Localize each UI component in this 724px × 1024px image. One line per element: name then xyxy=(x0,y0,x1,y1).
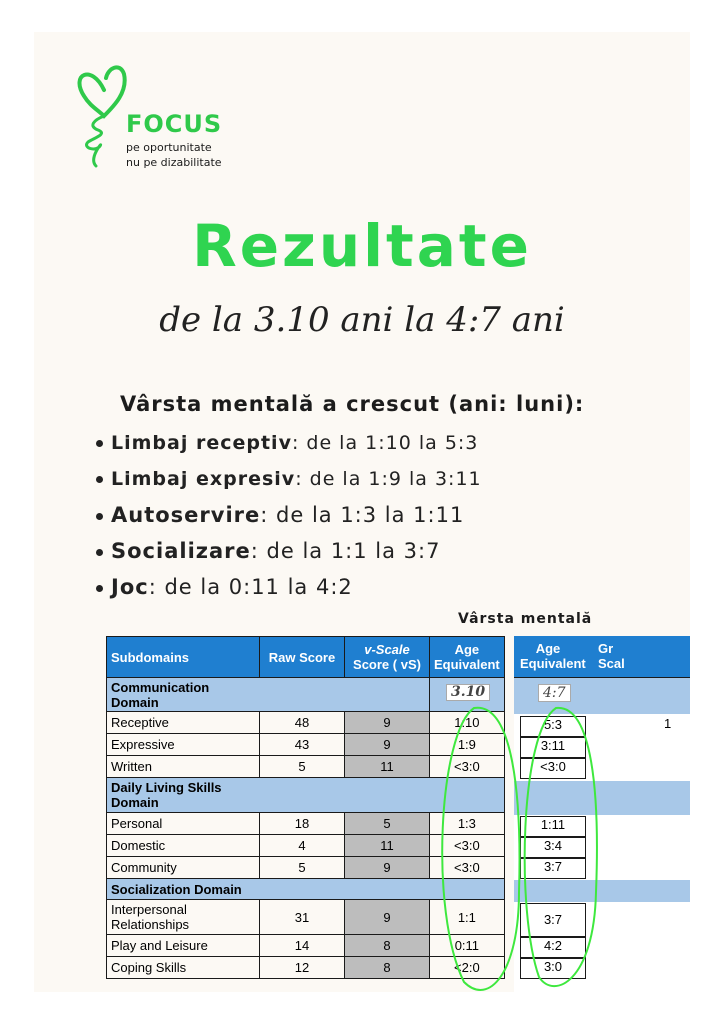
cell-age: 1:1 xyxy=(430,900,505,935)
section-name-line1: Daily Living Skills xyxy=(111,780,222,795)
header-vscale-line2: Score ( vS) xyxy=(353,657,421,672)
cell-age: 1:3 xyxy=(430,813,505,835)
cell-raw: 14 xyxy=(260,935,345,957)
logo-tagline-2: nu pe dizabilitate xyxy=(126,156,222,169)
table-row xyxy=(107,756,505,778)
section-name-line2: Domain xyxy=(111,694,159,710)
table-row xyxy=(107,734,505,756)
table2-cell: <3:0 xyxy=(520,758,586,779)
list-item xyxy=(96,461,482,497)
cell-vscale: 9 xyxy=(345,734,430,756)
section-name-line1: Communication xyxy=(111,679,210,695)
section-name xyxy=(107,678,430,712)
list-item-text: : de la 1:9 la 3:11 xyxy=(295,468,482,490)
cell-subdomain: Receptive xyxy=(107,712,260,734)
cell-vscale: 8 xyxy=(345,957,430,979)
cell-subdomain-line1: Interpersonal xyxy=(111,902,187,917)
page xyxy=(34,32,690,992)
results-heading: Vârsta mentală a crescut (ani: luni): xyxy=(120,392,585,416)
list-item-text: : de la 1:3 la 1:11 xyxy=(260,503,465,527)
cell-raw: 5 xyxy=(260,756,345,778)
cell-subdomain: Written xyxy=(107,756,260,778)
list-item-term: Socializare xyxy=(111,539,251,563)
table2-header-line1: Age xyxy=(535,641,561,656)
table2-cell: 3:7 xyxy=(520,858,586,879)
list-item xyxy=(96,533,482,569)
cell-subdomain: Domestic xyxy=(107,835,260,857)
handwritten-cell xyxy=(430,678,505,712)
handwritten-age: 4:7 xyxy=(538,684,571,702)
table2-header xyxy=(514,636,690,678)
table2-header-cut xyxy=(598,641,625,671)
list-item-term: Autoservire xyxy=(111,503,261,527)
list-item-text: : de la 1:10 la 5:3 xyxy=(291,432,479,454)
table2-header-cut-line2: Scal xyxy=(598,656,625,671)
table-header-row xyxy=(107,637,505,678)
header-vscale xyxy=(345,637,430,678)
header-age-line1: Age xyxy=(454,642,480,657)
bullet-icon xyxy=(96,549,103,556)
results-list xyxy=(96,425,482,605)
table2-cell: 3:11 xyxy=(520,737,586,758)
table2-cell: 4:2 xyxy=(520,937,586,958)
table2-section xyxy=(514,678,690,714)
section-name: Socialization Domain xyxy=(107,879,505,900)
cell-subdomain: Play and Leisure xyxy=(107,935,260,957)
table2-section xyxy=(514,781,690,815)
table-row xyxy=(107,935,505,957)
header-subdomains: Subdomains xyxy=(107,637,260,678)
list-item-text: : de la 0:11 la 4:2 xyxy=(148,575,353,599)
header-age-line2: Equivalent xyxy=(434,657,500,672)
cell-raw: 48 xyxy=(260,712,345,734)
table-row xyxy=(107,957,505,979)
cell-subdomain-line2: Relationships xyxy=(111,917,190,932)
list-item xyxy=(96,569,482,605)
table-row xyxy=(107,900,505,935)
cell-age: 1:10 xyxy=(430,712,505,734)
table2-cell: 3:7 xyxy=(520,903,586,937)
list-item-term: Joc xyxy=(111,575,149,599)
scores-table xyxy=(106,636,505,979)
cell-vscale: 11 xyxy=(345,756,430,778)
list-item-text: : de la 1:1 la 3:7 xyxy=(250,539,441,563)
table2-stray-mark: 1 xyxy=(664,716,672,731)
section-row xyxy=(107,778,505,813)
list-item xyxy=(96,497,482,533)
handwritten-age: 3.10 xyxy=(446,684,490,701)
logo-brand-name: FOCUS xyxy=(126,110,223,138)
cell-age: 1:9 xyxy=(430,734,505,756)
cell-raw: 5 xyxy=(260,857,345,879)
cell-age: <3:0 xyxy=(430,756,505,778)
cell-subdomain xyxy=(107,900,260,935)
list-item xyxy=(96,425,482,461)
table2-cell: 3:0 xyxy=(520,958,586,979)
bullet-icon xyxy=(96,440,103,447)
header-vscale-line1: v-Scale xyxy=(364,642,410,657)
table-row xyxy=(107,857,505,879)
bullet-icon xyxy=(96,476,103,483)
cell-age: 0:11 xyxy=(430,935,505,957)
cell-raw: 43 xyxy=(260,734,345,756)
table2-cell: 5:3 xyxy=(520,716,586,737)
cell-raw: 12 xyxy=(260,957,345,979)
table2-cell: 3:4 xyxy=(520,837,586,858)
cell-subdomain: Expressive xyxy=(107,734,260,756)
table2-cell: 1:11 xyxy=(520,816,586,837)
cell-subdomain: Community xyxy=(107,857,260,879)
table-row xyxy=(107,813,505,835)
second-scores-table xyxy=(514,636,690,992)
table-row xyxy=(107,712,505,734)
cell-vscale: 8 xyxy=(345,935,430,957)
table-row xyxy=(107,835,505,857)
header-raw-score: Raw Score xyxy=(260,637,345,678)
focus-logo xyxy=(74,62,274,172)
cell-vscale: 11 xyxy=(345,835,430,857)
cell-raw: 31 xyxy=(260,900,345,935)
cell-vscale: 9 xyxy=(345,857,430,879)
table2-header-cut-line1: Gr xyxy=(598,641,614,656)
header-age-equivalent xyxy=(430,637,505,678)
table2-section xyxy=(514,880,690,902)
heart-spiral-icon xyxy=(74,62,134,172)
cell-raw: 18 xyxy=(260,813,345,835)
section-name-line2: Domain xyxy=(111,795,159,810)
page-title: Rezultate xyxy=(192,212,532,280)
cell-age: <3:0 xyxy=(430,835,505,857)
logo-tagline-1: pe oportunitate xyxy=(126,141,212,154)
cell-raw: 4 xyxy=(260,835,345,857)
section-row xyxy=(107,678,505,712)
cell-subdomain: Personal xyxy=(107,813,260,835)
table2-header-age xyxy=(520,641,586,671)
list-item-term: Limbaj expresiv xyxy=(111,468,296,490)
bullet-icon xyxy=(96,513,103,520)
cell-age: <3:0 xyxy=(430,857,505,879)
bullet-icon xyxy=(96,585,103,592)
table2-header-line2: Equivalent xyxy=(520,656,586,671)
cell-subdomain: Coping Skills xyxy=(107,957,260,979)
list-item-term: Limbaj receptiv xyxy=(111,432,292,454)
cell-vscale: 9 xyxy=(345,712,430,734)
table-caption: Vârsta mentală xyxy=(458,611,593,627)
cell-vscale: 9 xyxy=(345,900,430,935)
page-subtitle: de la 3.10 ani la 4:7 ani xyxy=(159,300,565,340)
section-row xyxy=(107,879,505,900)
section-name xyxy=(107,778,505,813)
cell-age: <2:0 xyxy=(430,957,505,979)
cell-vscale: 5 xyxy=(345,813,430,835)
